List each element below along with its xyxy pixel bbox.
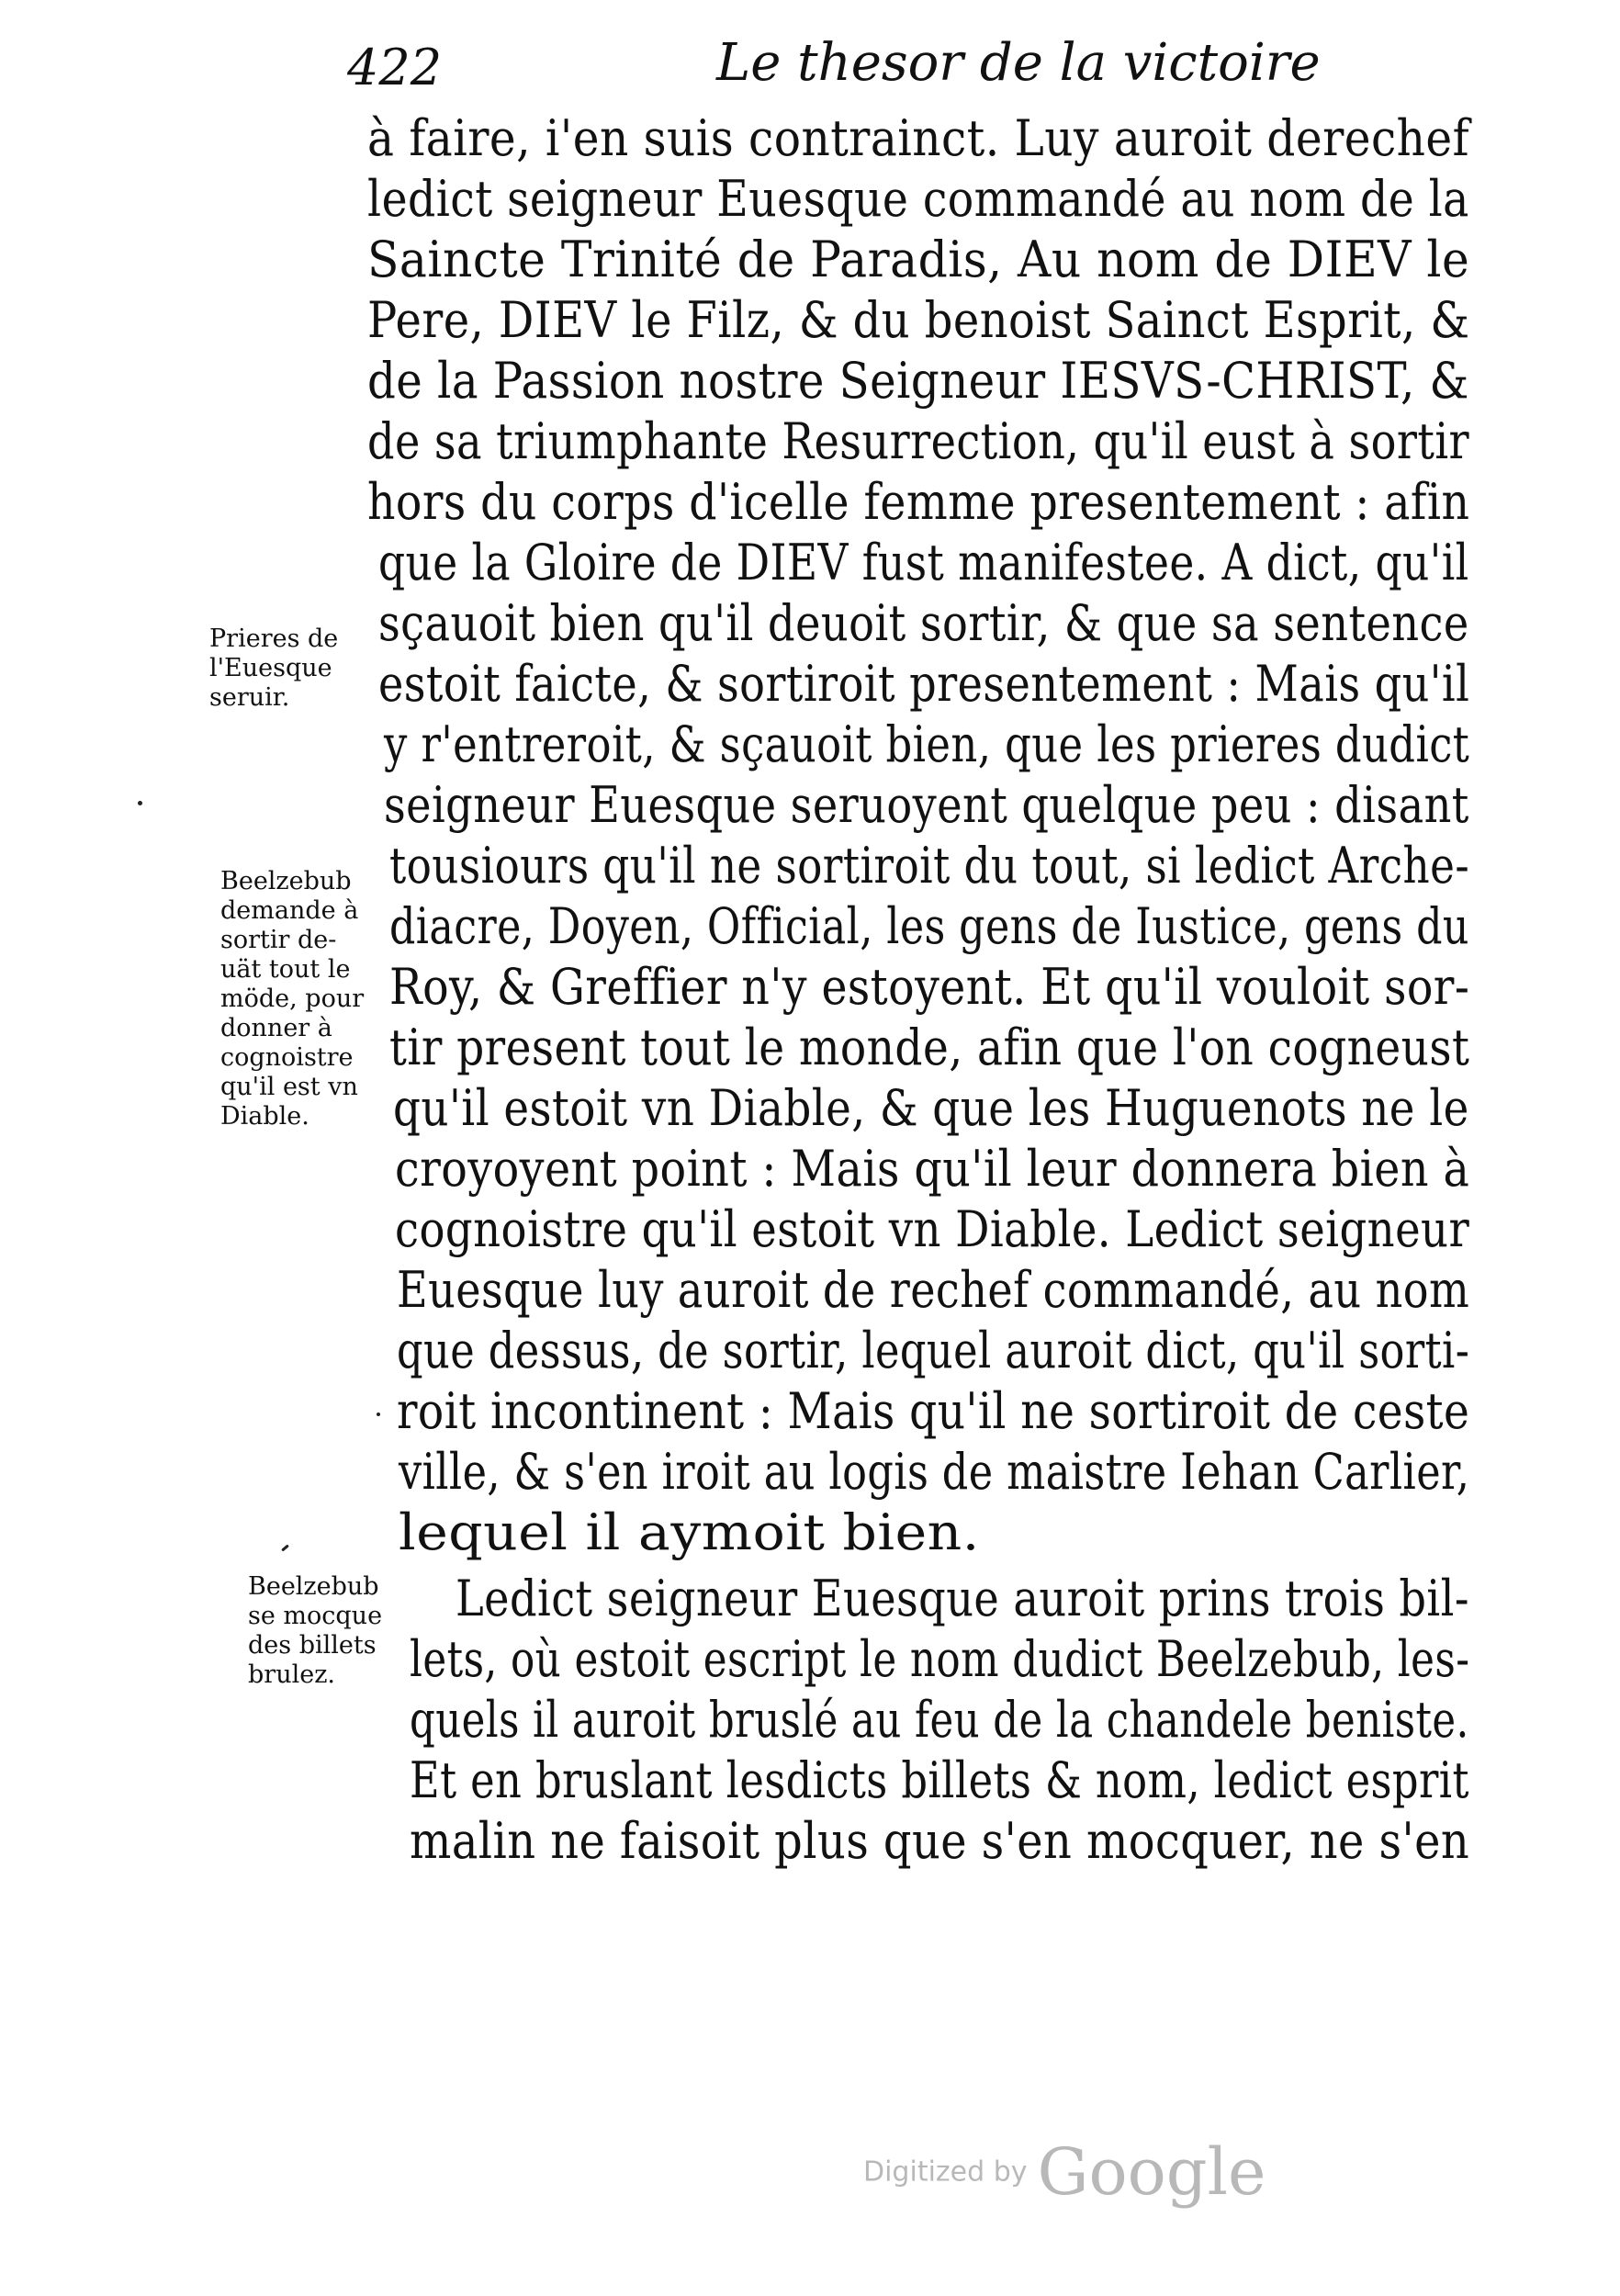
margin-note-beelzebub-demande: Beelzebub demande à sortir de- uät tout le möde, pour donner à cognoistre qu'il est vn Diable.	[220, 867, 365, 1131]
body-line: tir present tout le monde, afin que l'on cogneust	[389, 1019, 1470, 1076]
body-line: Pere, DIEV le Filz, & du benoist Sainct Esprit, &	[367, 291, 1470, 349]
body-line: Et en bruslant lesdicts billets & nom, ledict esprit	[410, 1751, 1469, 1809]
body-line: ville, & s'en iroit au logis de maistre Iehan Carlier,	[399, 1443, 1470, 1501]
body-line: sçauoit bien qu'il deuoit sortir, & que sa sentence	[378, 594, 1469, 652]
body-line: ledict seigneur Euesque commandé au nom de la	[367, 170, 1469, 228]
body-line: y r'entreroit, & sçauoit bien, que les prieres dudict	[384, 715, 1470, 773]
body-line: lequel il aymoit bien.	[399, 1503, 980, 1561]
ink-speck	[281, 1544, 289, 1551]
body-line: tousiours qu'il ne sortiroit du tout, si ledict Arche-	[389, 837, 1470, 895]
page-number: 422	[347, 39, 443, 96]
digitization-watermark	[863, 2134, 1266, 2210]
digitized-label: Digitized by	[863, 2155, 1028, 2189]
body-line: que dessus, de sortir, lequel auroit dict, qu'il sorti-	[397, 1322, 1470, 1379]
body-line: seigneur Euesque seruoyent quelque peu : disant	[384, 776, 1469, 834]
body-line: lets, où estoit escript le nom dudict Beelzebub, les-	[410, 1630, 1470, 1688]
google-logo: Google	[1037, 2134, 1266, 2210]
running-title: Le thesor de la victoire	[716, 33, 1321, 93]
body-line: de la Passion nostre Seigneur IESVS-CHRIST, &	[367, 352, 1469, 410]
body-line: Ledict seigneur Euesque auroit prins trois bil-	[456, 1570, 1469, 1627]
body-line: hors du corps d'icelle femme presentement : afin	[367, 473, 1470, 531]
body-line: roit incontinent : Mais qu'il ne sortiroit de ceste	[397, 1382, 1470, 1440]
body-line: cognoistre qu'il estoit vn Diable. Ledict seigneur	[395, 1200, 1470, 1258]
margin-note-beelzebub-billets: Beelzebub se mocque des billets brulez.	[248, 1572, 383, 1689]
body-line: malin ne faisoit plus que s'en mocquer, ne s'en	[410, 1812, 1470, 1870]
ink-speck	[138, 801, 142, 805]
body-line: Roy, & Greffier n'y estoyent. Et qu'il vouloit sor-	[389, 958, 1470, 1016]
body-line: Euesque luy auroit de rechef commandé, au nom	[397, 1261, 1470, 1319]
body-line: à faire, i'en suis contrainct. Luy auroit derechef	[367, 109, 1470, 167]
margin-note-prieres: Prieres de l'Euesque seruir.	[209, 625, 339, 712]
body-line: de sa triumphante Resurrection, qu'il eust à sortir	[367, 412, 1470, 470]
body-line: diacre, Doyen, Official, les gens de Iustice, gens du	[389, 897, 1469, 955]
body-line: quels il auroit bruslé au feu de la chandele beniste.	[410, 1691, 1469, 1749]
body-line: croyoyent point : Mais qu'il leur donnera bien à	[395, 1140, 1470, 1198]
body-line: Saincte Trinité de Paradis, Au nom de DIEV le	[367, 231, 1470, 288]
ink-speck	[377, 1412, 380, 1416]
body-line: que la Gloire de DIEV fust manifestee. A dict, qu'il	[378, 534, 1469, 591]
body-line: estoit faicte, & sortiroit presentement : Mais qu'il	[378, 655, 1470, 713]
body-line: qu'il estoit vn Diable, & que les Huguenots ne le	[393, 1079, 1469, 1137]
